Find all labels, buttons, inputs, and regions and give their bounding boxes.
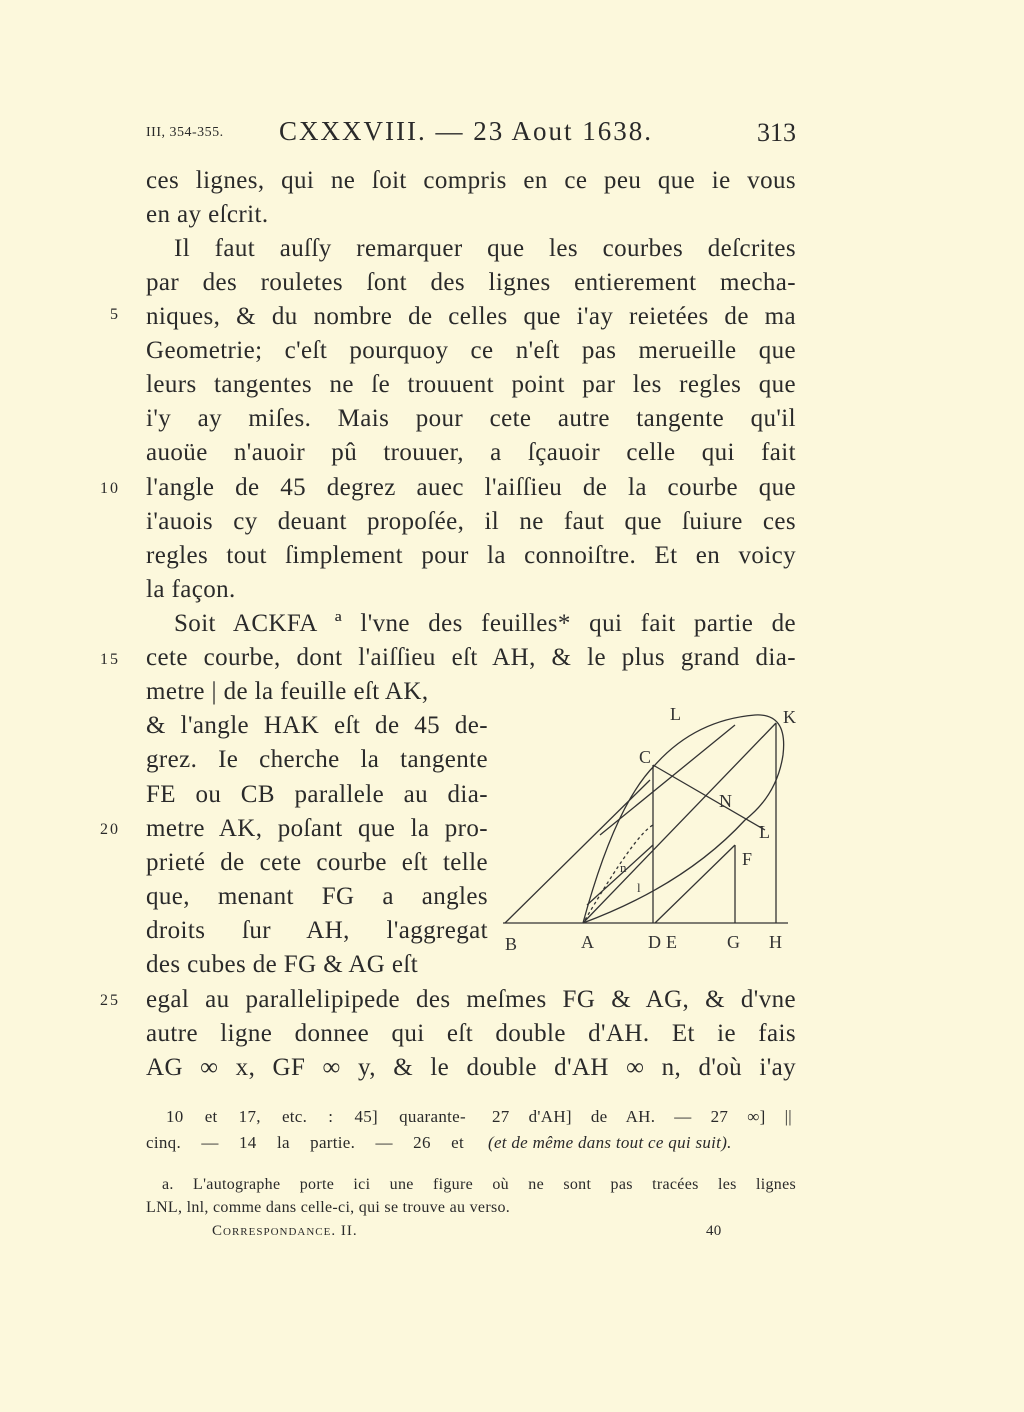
text-line: que, menant FG a angles (146, 883, 488, 910)
point-label-K: K (783, 707, 796, 727)
text-line: leurs tangentes ne ſe trouuent point par les regles que (146, 371, 796, 398)
point-label-B: B (505, 934, 518, 954)
text-line: egal au parallelipipede des meſmes FG & AG, & d'vne (146, 986, 796, 1013)
line-number: 20 (100, 821, 120, 838)
signature-mark: 40 (706, 1223, 722, 1239)
point-label-C: C (639, 747, 652, 767)
point-label-l: l (637, 880, 641, 895)
text-line: auoüe n'auoir pû trouuer, a ſçauoir celle qui fait (146, 439, 796, 466)
line-number: 10 (100, 480, 120, 497)
text-line: en ay eſcrit. (146, 201, 269, 228)
footnote-a: a. L'autographe porte ici une figure où ne sont pas tracées les lignes (162, 1176, 796, 1193)
volume-reference: III, 354-355. (146, 125, 224, 140)
text-line: metre | de la feuille eſt AK, (146, 678, 429, 705)
text-line: Geometrie; c'eſt pourquoy ce n'eſt pas merueille que (146, 337, 796, 364)
text-line: ces lignes, qui ne ſoit compris en ce peu que ie vous (146, 167, 796, 194)
variant-note: 10 et 17, etc. : 45] quarante- (166, 1107, 466, 1126)
variant-note: (et de même dans tout ce qui suit). (488, 1133, 732, 1152)
point-label-A: A (581, 932, 594, 952)
text-line: autre ligne donnee qui eſt double d'AH. Et ie fais (146, 1020, 796, 1047)
line-number: 15 (100, 651, 120, 668)
point-label-F: F (742, 849, 753, 869)
letter-heading: CXXXVIII. — 23 Aout 1638. (279, 116, 653, 146)
point-label-N: N (719, 791, 732, 811)
text-line: par des rouletes ſont des lignes entierement mecha- (146, 269, 796, 296)
text-line: grez. Ie cherche la tangente (146, 746, 488, 773)
text-line: Il faut auſſy remarquer que les courbes deſcrites (174, 235, 796, 262)
line-number: 5 (110, 306, 120, 323)
text-line: & l'angle HAK eſt de 45 de- (146, 712, 488, 739)
text-line: cete courbe, dont l'aiſſieu eſt AH, & le plus grand dia- (146, 644, 796, 671)
text-line: la façon. (146, 576, 236, 603)
text-line: l'angle de 45 degrez auec l'aiſſieu de la courbe que (146, 474, 796, 501)
text-line: des cubes de FG & AG eſt (146, 951, 419, 978)
text-line: prieté de cete courbe eſt telle (146, 849, 488, 876)
variant-note: 27 d'AH] de AH. — 27 ∞] || (492, 1107, 792, 1126)
collection-title: Correspondance. II. (212, 1223, 358, 1239)
geometric-figure (495, 695, 805, 970)
text-line: i'auois cy deuant propoſée, il ne faut que ſuiure ces (146, 508, 796, 535)
point-label-G: G (727, 932, 740, 952)
point-label-n: n (620, 860, 627, 875)
point-label-L-right: L (759, 822, 770, 842)
text-line: Soit ACKFA ª l'vne des feuilles* qui fait partie de (174, 610, 796, 637)
point-label-E: E (666, 932, 677, 952)
page-number: 313 (757, 118, 796, 147)
footnote-a-continued: LNL, lnl, comme dans celle-ci, qui se trouve au verso. (146, 1199, 511, 1216)
point-label-L-top: L (670, 704, 681, 724)
text-line: droits ſur AH, l'aggregat (146, 917, 488, 944)
text-line: AG ∞ x, GF ∞ y, & le double d'AH ∞ n, d'où i'ay (146, 1054, 796, 1081)
text-line: metre AK, poſant que la pro- (146, 815, 488, 842)
variant-note: cinq. — 14 la partie. — 26 et (146, 1133, 464, 1152)
line-number: 25 (100, 992, 120, 1009)
point-label-D: D (648, 932, 661, 952)
running-header (146, 116, 796, 150)
text-line: regles tout ſimplement pour la connoiſtre. Et en voicy (146, 542, 796, 569)
text-line: FE ou CB parallele au dia- (146, 781, 488, 808)
point-label-H: H (769, 932, 782, 952)
text-line: niques, & du nombre de celles que i'ay reietées de ma (146, 303, 796, 330)
text-line: i'y ay miſes. Mais pour cete autre tangente qu'il (146, 405, 796, 432)
